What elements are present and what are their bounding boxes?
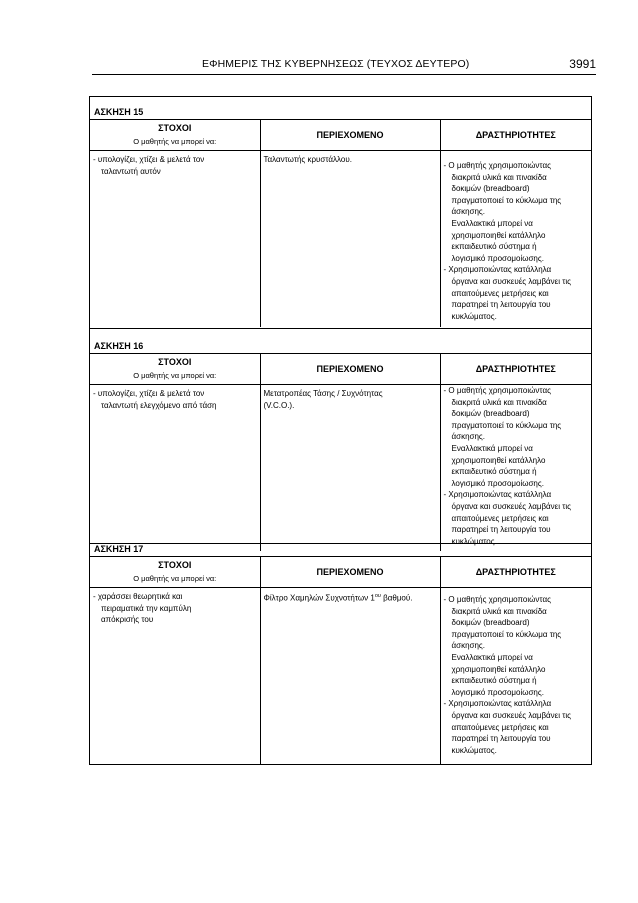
activity-line: άσκησης. [451,432,485,442]
activity-line: - Ο μαθητής χρησιμοποιώντας [443,161,551,170]
activity-line: Εναλλακτικά μπορεί να [451,218,533,228]
activity-line: όργανα και συσκευές λαμβάνει τις [451,501,572,511]
goals-header [90,120,260,151]
goals-cell [90,151,260,327]
goals-cell [90,588,260,764]
goals-header-sub: Ο μαθητής να μπορεί να: [133,137,217,146]
activity-line: απαιτούμενες μετρήσεις και [451,722,549,732]
activity-line: απαιτούμενες μετρήσεις και [451,288,549,298]
activity-line: παρατηρεί τη λειτουργία του [451,734,551,744]
goal-line: πειραματικά την καμπύλη [101,603,192,613]
exercise-table [90,119,591,327]
gazette-title: ΕΦΗΜΕΡΙΣ ΤΗΣ ΚΥΒΕΡΝΗΣΕΩΣ (ΤΕΥΧΟΣ ΔΕΥΤΕΡΟ) [202,58,470,70]
activities-cell [440,588,591,764]
activity-line: λογισμικό προσομοίωσης. [451,253,544,263]
content-header: ΠΕΡΙΕΧΟΜΕΝΟ [260,354,440,385]
activity-line: χρησιμοποιηθεί κατάλληλο [451,664,546,674]
activity-line: εκπαιδευτικό σύστημα ή [451,676,537,686]
activities-cell [440,385,591,551]
section-divider [90,328,591,329]
goals-header-sub: Ο μαθητής να μπορεί να: [133,371,217,380]
activity-line: όργανα και συσκευές λαμβάνει τις [451,710,572,720]
activity-line: κυκλώματος. [451,536,497,546]
activities-header: ΔΡΑΣΤΗΡΙΟΤΗΤΕΣ [440,120,591,151]
exercise-table [90,353,591,551]
goals-header [90,557,260,588]
activity-line: - Ο μαθητής χρησιμοποιώντας [443,595,551,604]
activity-line: χρησιμοποιηθεί κατάλληλο [451,455,546,465]
activity-line: - Ο μαθητής χρησιμοποιώντας [443,386,551,395]
content-line: Ταλαντωτής κρυστάλλου. [263,155,352,164]
exercise-title: ΑΣΚΗΣΗ 17 [94,544,144,554]
page-number: 3991 [569,57,596,71]
activity-line: εκπαιδευτικό σύστημα ή [451,242,537,252]
goals-header [90,354,260,385]
content-line: Μετατροπέας Τάσης / Συχνότητας [263,389,383,398]
activity-line: κυκλώματος. [451,745,497,755]
goal-line: ταλαντωτή αυτόν [101,166,161,176]
activity-line: απαιτούμενες μετρήσεις και [451,513,549,523]
curriculum-frame [89,96,592,765]
activity-line: χρησιμοποιηθεί κατάλληλο [451,230,546,240]
activity-line: άσκησης. [451,207,485,217]
goals-header-sub: Ο μαθητής να μπορεί να: [133,574,217,583]
activities-cell [440,151,591,327]
goal-line: - χαράσσει θεωρητικά και [93,592,183,601]
activity-line: λογισμικό προσομοίωσης. [451,687,544,697]
content-header: ΠΕΡΙΕΧΟΜΕΝΟ [260,557,440,588]
activity-line: δοκιμών (breadboard) [451,618,530,628]
content-cell [260,151,440,327]
activity-line: όργανα και συσκευές λαμβάνει τις [451,276,572,286]
exercise-table [90,556,591,764]
section-divider [90,543,591,544]
goals-cell [90,385,260,551]
activity-line: άσκησης. [451,641,485,651]
activity-line: λογισμικό προσομοίωσης. [451,478,544,488]
content-text: Φίλτρο Χαμηλών Συχνοτήτων 1 [263,593,375,603]
content-text-end: βαθμού. [380,593,413,603]
activity-line: δοκιμών (breadboard) [451,409,530,419]
activity-line: παρατηρεί τη λειτουργία του [451,300,551,310]
activity-line: - Χρησιμοποιώντας κατάλληλα [443,265,552,275]
activity-line: διακριτά υλικά και πινακίδα [451,172,547,182]
activity-line: διακριτά υλικά και πινακίδα [451,606,547,616]
activity-line: - Χρησιμοποιώντας κατάλληλα [443,699,552,709]
goals-header-label: ΣΤΟΧΟΙ [158,123,192,133]
activities-header: ΔΡΑΣΤΗΡΙΟΤΗΤΕΣ [440,354,591,385]
activity-line: δοκιμών (breadboard) [451,184,530,194]
activity-line: εκπαιδευτικό σύστημα ή [451,467,537,477]
content-superscript: ου [374,593,381,599]
exercise-title: ΑΣΚΗΣΗ 16 [94,341,144,351]
goal-line: ταλαντωτή ελεγχόμενο από τάση [101,400,217,410]
content-header: ΠΕΡΙΕΧΟΜΕΝΟ [260,120,440,151]
activities-header: ΔΡΑΣΤΗΡΙΟΤΗΤΕΣ [440,557,591,588]
goal-line: - υπολογίζει, χτίζει & μελετά τον [93,389,205,398]
goals-header-label: ΣΤΟΧΟΙ [158,560,192,570]
activity-line: - Χρησιμοποιώντας κατάλληλα [443,490,552,500]
activity-line: πραγματοποιεί το κύκλωμα της [451,195,562,205]
page-header [92,58,596,75]
content-cell [260,385,440,551]
activity-line: Εναλλακτικά μπορεί να [451,443,533,453]
activity-line: κυκλώματος. [451,311,497,321]
goals-header-label: ΣΤΟΧΟΙ [158,357,192,367]
activity-line: πραγματοποιεί το κύκλωμα της [451,629,562,639]
goal-line: - υπολογίζει, χτίζει & μελετά τον [93,155,205,164]
activity-line: πραγματοποιεί το κύκλωμα της [451,420,562,430]
content-line: (V.C.O.). [263,400,295,410]
exercise-title: ΑΣΚΗΣΗ 15 [94,107,144,117]
goal-line: απόκρισής του [101,615,154,625]
content-cell [260,588,440,764]
activity-line: διακριτά υλικά και πινακίδα [451,397,547,407]
activity-line: παρατηρεί τη λειτουργία του [451,525,551,535]
activity-line: Εναλλακτικά μπορεί να [451,652,533,662]
